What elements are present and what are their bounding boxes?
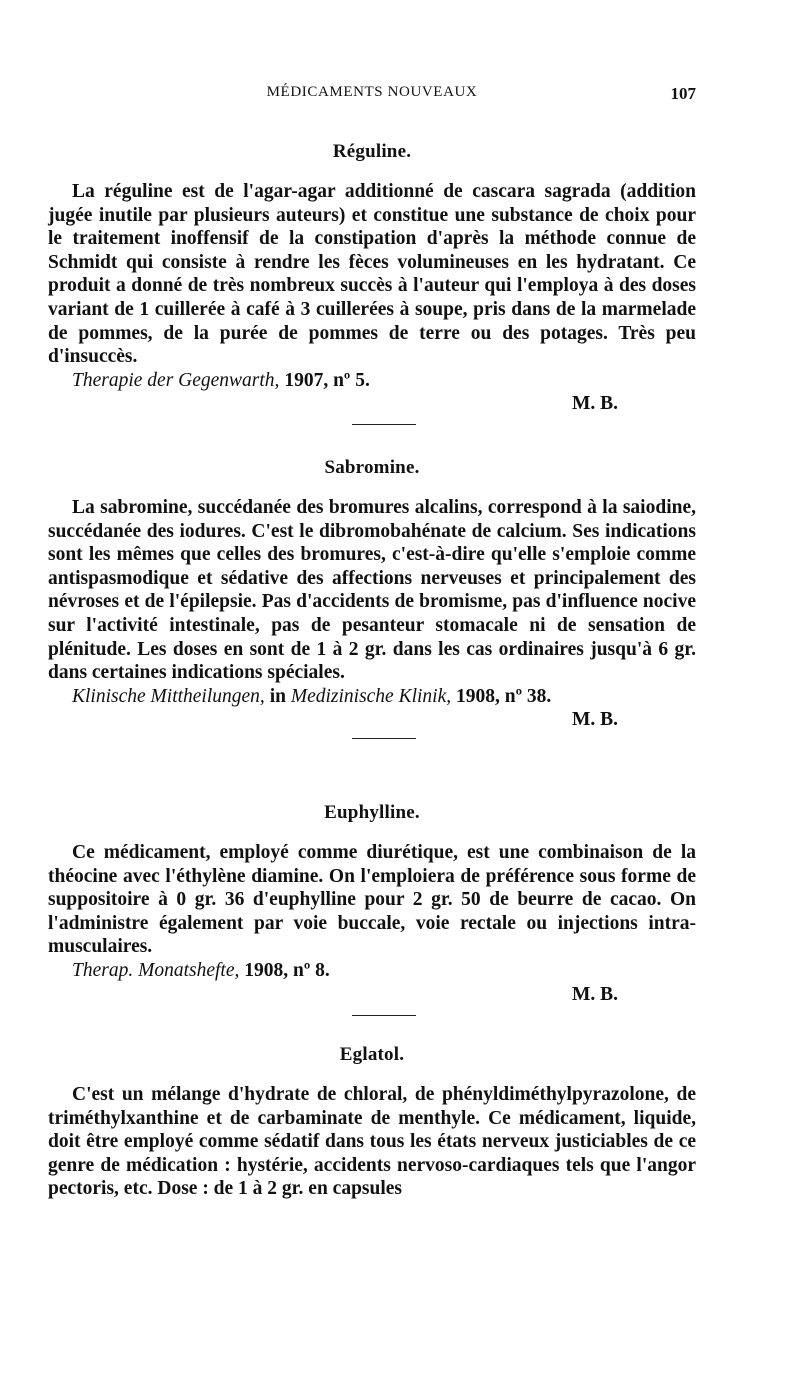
signature: M. B.	[571, 983, 618, 1005]
section-eglatol	[48, 1043, 696, 1201]
section-title: Réguline.	[332, 141, 412, 162]
source-citation	[48, 685, 696, 709]
separator-rule	[352, 738, 416, 739]
source-journal: Therapie der Gegenwarth,	[72, 369, 280, 391]
signature: M. B.	[571, 709, 618, 731]
section-title: Eglatol.	[339, 1044, 405, 1065]
source-citation	[48, 959, 696, 983]
source-details: 1907, nº 5.	[279, 369, 370, 391]
source-details: 1908, nº 8.	[239, 959, 330, 981]
section-sabromine	[48, 456, 696, 739]
separator-rule	[352, 424, 416, 425]
source-citation	[48, 369, 696, 393]
signature: M. B.	[571, 393, 618, 415]
running-head	[48, 84, 696, 106]
source-details: 1908, nº 38.	[451, 685, 552, 707]
section-title: Sabromine.	[324, 457, 420, 478]
running-title: MÉDICAMENTS NOUVEAUX	[266, 84, 478, 100]
source-journal-2: Medizinische Klinik,	[290, 685, 452, 707]
section-euphylline	[48, 801, 696, 1016]
section-reguline	[48, 140, 696, 425]
section-paragraph: C'est un mélange d'hydrate de chloral, de phényldiméthylpyrazolone, de triméthylxanthine et de carbaminate de menthyle. Ce médicament, liquide, doit être employé comme sédatif dans tous les états nerveux justiciables de ce genre de médication : hystérie, accidents nervoso-cardiaques tels que l'angor pectoris, etc. Dose : de 1 à 2 gr. en capsules	[48, 1084, 696, 1200]
section-paragraph: Ce médicament, employé comme diurétique, est une combinaison de la théocine avec l'éthylène diamine. On l'emploiera de préférence sous forme de suppositoire à 0 gr. 36 d'euphylline pour 2 gr. 50 de beurre de cacao. On l'administre également par voie buccale, voie rectale ou injections intra-musculaires.	[48, 842, 696, 958]
source-connector: in	[264, 685, 291, 707]
source-journal: Therap. Monatshefte,	[72, 959, 240, 981]
section-paragraph: La réguline est de l'agar-agar additionné de cascara sagrada (addition jugée inutile par plusieurs auteurs) et constitue une substance de choix pour le traitement inoffensif de la constipation d'après la méthode connue de Schmidt qui consiste à rendre les fèces volumineuses en les hydratant. Ce produit a donné de très nombreux succès à l'auteur qui l'employa à des doses variant de 1 cuillerée à café à 3 cuillerées à soupe, pris dans de la marmelade de pommes, de la purée de pommes de terre ou des potages. Très peu d'insuccès.	[48, 181, 696, 368]
separator-rule	[352, 1015, 416, 1016]
source-journal: Klinische Mittheilungen,	[72, 685, 265, 707]
section-title: Euphylline.	[324, 802, 420, 823]
page-number: 107	[670, 84, 696, 103]
section-paragraph: La sabromine, succédanée des bromures alcalins, correspond à la saiodine, succédanée des iodures. C'est le dibromobahénate de calcium. Ses indications sont les mêmes que celles des bromures, c'est-à-dire qu'elle s'emploie comme antispasmodique et sédative des affections nerveuses et principalement des névroses et de l'épilepsie. Pas d'accidents de bromisme, pas d'influence nocive sur l'activité intestinale, pas de pesanteur stomacale ni de sensation de plénitude. Les doses en sont de 1 à 2 gr. dans les cas ordinaires jusqu'à 6 gr. dans certaines indications spéciales.	[48, 497, 696, 684]
